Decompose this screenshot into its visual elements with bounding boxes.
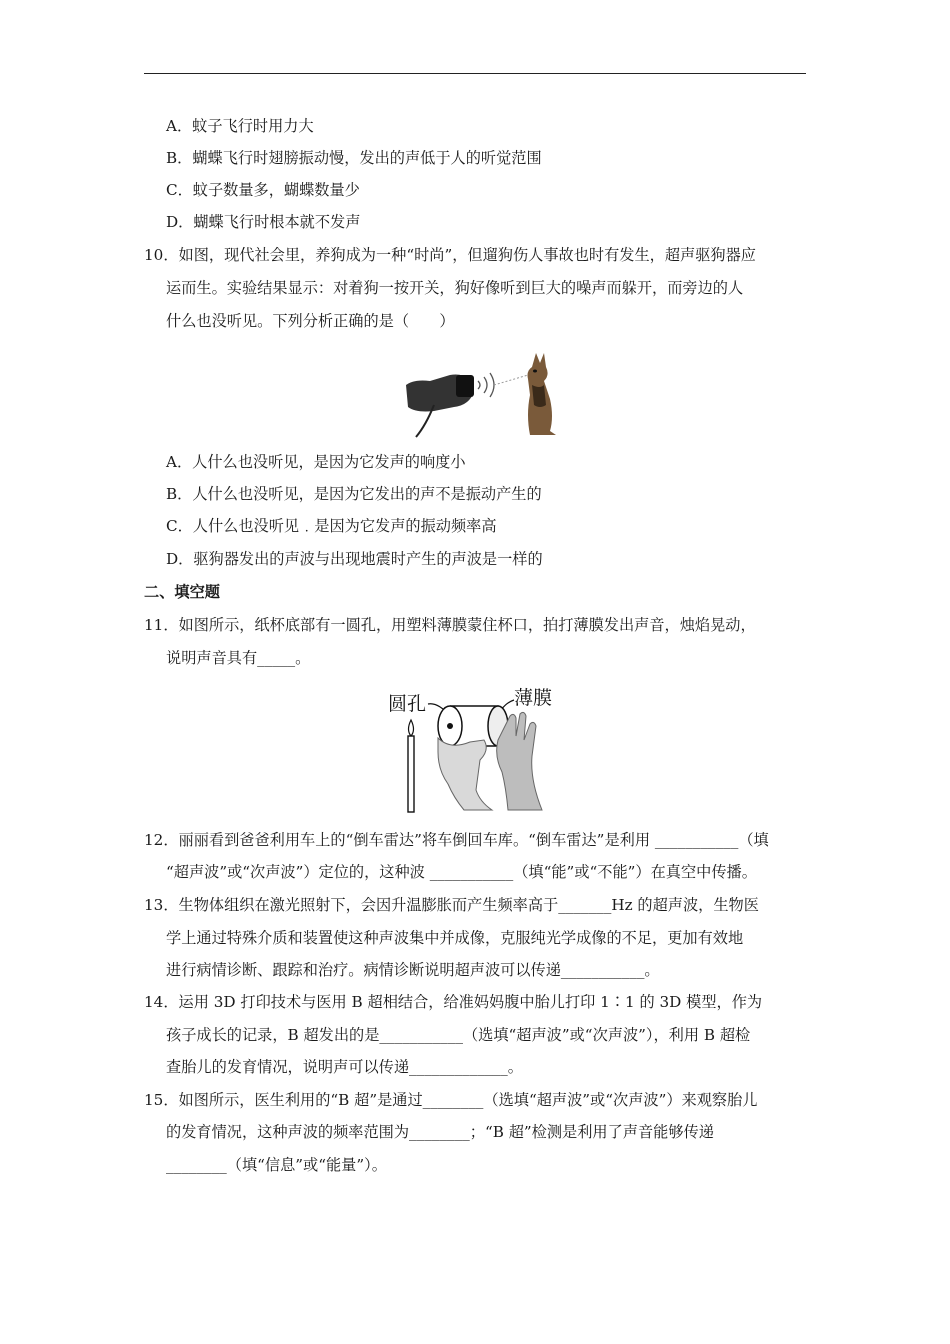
- header-rule: [144, 73, 806, 74]
- q10-option-d: D．驱狗器发出的声波与出现地震时产生的声波是一样的: [166, 550, 543, 568]
- q15-stem-line1: 15．如图所示，医生利用的“B 超”是通过________（选填“超声波”或“次声波”）来观察胎儿: [144, 1091, 758, 1109]
- section-title-fill-in: 二、填空题: [144, 583, 220, 601]
- label-hole: 圆孔: [388, 693, 427, 715]
- q14-stem-line2: 孩子成长的记录，B 超发出的是___________（选填“超声波”或“次声波”），利用 B 超检: [166, 1026, 751, 1044]
- q14-stem-line3: 查胎儿的发育情况，说明声可以传递_____________。: [166, 1058, 523, 1076]
- q10-stem-line2: 运而生。实验结果显示：对着狗一按开关，狗好像听到巨大的噪声而躲开，而旁边的人: [166, 279, 744, 297]
- q15-stem-line2: 的发育情况，这种声波的频率范围为________；“B 超”检测是利用了声音能够传递: [166, 1123, 714, 1141]
- q13-stem-line2: 学上通过特殊介质和装置使这种声波集中并成像，克服纯光学成像的不足，更加有效地: [166, 929, 744, 947]
- q13-stem-line1: 13．生物体组织在激光照射下，会因升温膨胀而产生频率高于_______Hz 的超声波，生物医: [144, 896, 759, 914]
- q10-stem-line3: 什么也没听见。下列分析正确的是（ ）: [166, 312, 455, 330]
- label-film: 薄膜: [514, 687, 553, 709]
- q9-option-b: B．蝴蝶飞行时翅膀振动慢，发出的声低于人的听觉范围: [166, 149, 542, 167]
- q15-stem-line3: ________（填“信息”或“能量”）。: [166, 1156, 387, 1174]
- dog-repeller-figure: [404, 345, 564, 441]
- q12-stem-line1: 12．丽丽看到爸爸利用车上的“倒车雷达”将车倒回车库。“倒车雷达”是利用 ___________（填: [144, 831, 769, 849]
- q13-stem-line3: 进行病情诊断、跟踪和治疗。病情诊断说明超声波可以传递___________。: [166, 961, 660, 979]
- q9-option-c: C．蚊子数量多，蝴蝶数量少: [166, 181, 360, 199]
- q12-stem-line2: “超声波”或“次声波”）定位的，这种波 ___________（填“能”或“不能”）在真空中传播。: [166, 863, 757, 881]
- q11-stem-line2: 说明声音具有_____。: [166, 649, 311, 667]
- q11-stem-line1: 11．如图所示，纸杯底部有一圆孔，用塑料薄膜蒙住杯口，拍打薄膜发出声音，烛焰晃动，: [144, 616, 756, 634]
- q9-option-a: A．蚊子飞行时用力大: [166, 117, 314, 135]
- q10-option-c: C．人什么也没听见﹒是因为它发声的振动频率高: [166, 517, 497, 535]
- q9-option-d: D．蝴蝶飞行时根本就不发声: [166, 213, 361, 231]
- paper-cup-figure: [384, 680, 568, 814]
- q10-option-a: A．人什么也没听见，是因为它发声的响度小: [166, 453, 466, 471]
- q10-option-b: B．人什么也没听见，是因为它发出的声不是振动产生的: [166, 485, 542, 503]
- q10-stem-line1: 10．如图，现代社会里，养狗成为一种“时尚”，但遛狗伤人事故也时有发生，超声驱狗器应: [144, 246, 756, 264]
- q14-stem-line1: 14．运用 3D 打印技术与医用 B 超相结合，给准妈妈腹中胎儿打印 1∶1 的 3D 模型，作为: [144, 993, 763, 1011]
